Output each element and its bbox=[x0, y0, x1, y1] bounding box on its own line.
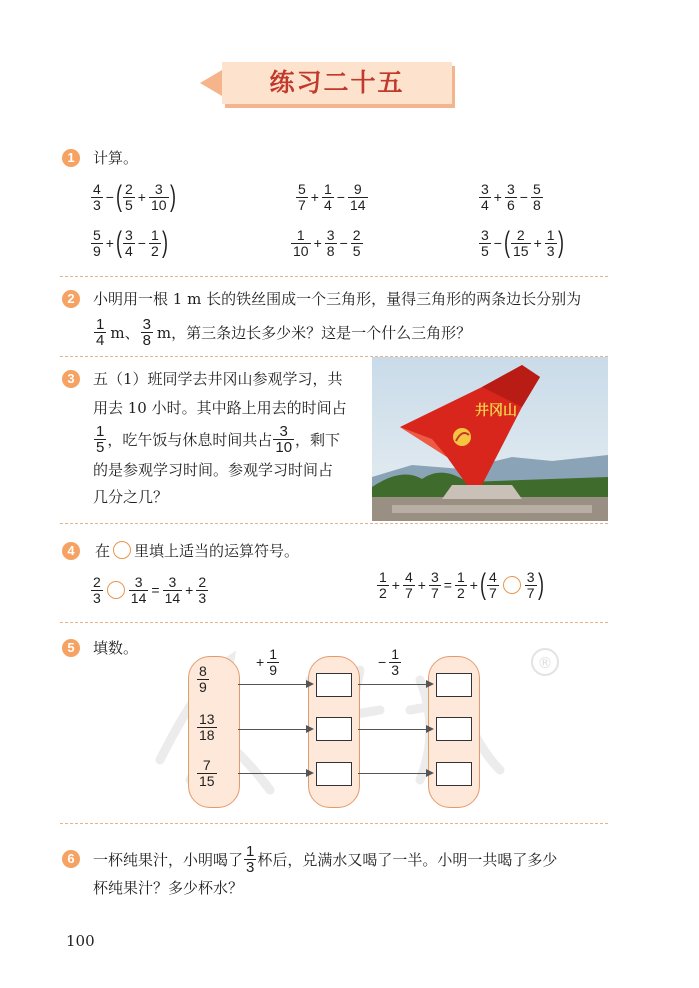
problem-4-instruction: 在 里填上适当的运算符号。 bbox=[95, 541, 300, 560]
operator-minus-one-third: − $\frac{1}{3}$ bbox=[378, 645, 399, 678]
fraction: $\frac{1}{3}$ bbox=[246, 842, 255, 876]
arrow-head-icon bbox=[306, 725, 314, 733]
page-number: 100 bbox=[66, 932, 95, 950]
fraction: $\frac{3}{10}$ bbox=[150, 180, 167, 213]
fraction: $\frac{3}{5}$ bbox=[481, 226, 489, 259]
problem-5-instruction: 填数。 bbox=[93, 639, 139, 657]
fraction: $\frac{3}{8}$ bbox=[142, 315, 151, 349]
expr-1d: $\frac{5}{9}$ + ( $\frac{3}{4}$ − $\frac{1}{2}$ ) bbox=[93, 226, 168, 259]
arrow bbox=[358, 773, 426, 774]
fraction: $\frac{1}{4}$ bbox=[323, 180, 332, 213]
fraction: $\frac{5}{7}$ bbox=[298, 180, 306, 213]
fraction: $\frac{1}{4}$ bbox=[96, 315, 105, 349]
fraction: $\frac{3}{6}$ bbox=[506, 180, 515, 213]
operator-circle-icon bbox=[113, 541, 131, 559]
fraction: $\frac{1}{2}$ bbox=[379, 568, 387, 601]
arrow-head-icon bbox=[426, 769, 434, 777]
problem-3-line1: 五（1）班同学去井冈山参观学习，共 bbox=[93, 370, 343, 388]
expr-1a: $\frac{4}{3}$ − ( $\frac{2}{5}$ + $\frac{3}{10}$ ) bbox=[93, 180, 176, 213]
fraction: $\frac{2}{5}$ bbox=[124, 180, 133, 213]
section-divider bbox=[60, 276, 608, 277]
expr-4a: $\frac{2}{3}$ $\frac{3}{14}$ = $\frac{3}{14}$ + $\frac{2}{3}$ bbox=[93, 573, 207, 606]
problem-1-badge: 1 bbox=[62, 149, 80, 167]
fraction: $\frac{3}{4}$ bbox=[481, 180, 489, 213]
input-value-2 bbox=[196, 710, 218, 744]
fraction: $\frac{9}{14}$ bbox=[349, 180, 366, 213]
fraction: $\frac{1}{5}$ bbox=[96, 422, 105, 456]
fraction: $\frac{3}{8}$ bbox=[326, 226, 335, 259]
problem-5-badge: 5 bbox=[62, 639, 80, 657]
expr-1f: $\frac{3}{5}$ − ( $\frac{2}{15}$ + $\frac{1}{3}$ ) bbox=[481, 226, 564, 259]
arrow-head-icon bbox=[306, 769, 314, 777]
input-value-1 bbox=[196, 662, 210, 696]
fraction: $\frac{13}{18}$ bbox=[199, 710, 215, 743]
fraction: $\frac{2}{3}$ bbox=[93, 573, 101, 606]
fraction: $\frac{8}{9}$ bbox=[199, 662, 207, 695]
section-divider bbox=[60, 622, 608, 623]
arrow bbox=[238, 729, 306, 730]
fraction: $\frac{4}{7}$ bbox=[488, 568, 497, 601]
answer-box[interactable] bbox=[436, 762, 472, 786]
arrow bbox=[238, 684, 306, 685]
monument-inscription: 井冈山 bbox=[475, 403, 517, 419]
fraction: $\frac{3}{14}$ bbox=[164, 573, 181, 606]
fraction: $\frac{1}{10}$ bbox=[293, 226, 309, 259]
fraction: $\frac{4}{7}$ bbox=[404, 568, 413, 601]
arrow bbox=[358, 684, 426, 685]
expr-1b: $\frac{5}{7}$ + $\frac{1}{4}$ − $\frac{9}{14}$ bbox=[298, 180, 366, 213]
arrow-head-icon bbox=[426, 680, 434, 688]
problem-6-badge: 6 bbox=[62, 850, 80, 868]
fraction: $\frac{1}{9}$ bbox=[269, 645, 277, 678]
problem-3-line5: 几分之几？ bbox=[93, 488, 169, 506]
answer-box[interactable] bbox=[316, 673, 352, 697]
expr-4b: $\frac{1}{2}$ + $\frac{4}{7}$ + $\frac{3}{7}$ = $\frac{1}{2}$ + ( $\frac{4}{7}$ $\frac{3}{7}$ ) bbox=[379, 568, 544, 601]
problem-4-badge: 4 bbox=[62, 542, 80, 560]
fraction: $\frac{3}{7}$ bbox=[526, 568, 535, 601]
fraction: $\frac{3}{4}$ bbox=[124, 226, 133, 259]
fraction: $\frac{2}{3}$ bbox=[198, 573, 207, 606]
fraction: $\frac{4}{3}$ bbox=[93, 180, 101, 213]
fraction: $\frac{1}{2}$ bbox=[456, 568, 465, 601]
operator-blank-circle[interactable] bbox=[107, 581, 125, 599]
arrow bbox=[238, 773, 306, 774]
problem-3-line2: 用去 10 小时。其中路上用去的时间占 bbox=[93, 399, 347, 417]
problem-1-instruction: 计算。 bbox=[93, 149, 139, 167]
fraction: $\frac{1}{3}$ bbox=[546, 226, 555, 259]
problem-3-line4: 的是参观学习时间。参观学习时间占 bbox=[93, 461, 334, 479]
fraction: $\frac{3}{10}$ bbox=[275, 422, 293, 456]
arrow-head-icon bbox=[306, 680, 314, 688]
section-divider bbox=[60, 523, 608, 524]
page-title: 练习二十五 bbox=[269, 68, 405, 97]
arrow-head-icon bbox=[426, 725, 434, 733]
problem-3-line3: $\frac{1}{5}$ ，吃午饭与休息时间共占 $\frac{3}{10}$ ，剩下 bbox=[96, 422, 341, 456]
jinggangshan-monument-photo bbox=[372, 357, 608, 521]
expr-1c: $\frac{3}{4}$ + $\frac{3}{6}$ − $\frac{5}{8}$ bbox=[481, 180, 541, 213]
answer-box[interactable] bbox=[316, 717, 352, 741]
fraction: $\frac{3}{14}$ bbox=[130, 573, 147, 606]
operator-plus-one-ninth: + $\frac{1}{9}$ bbox=[256, 645, 277, 678]
answer-box[interactable] bbox=[436, 717, 472, 741]
answer-box[interactable] bbox=[436, 673, 472, 697]
problem-6-line1: 一杯纯果汁，小明喝了 $\frac{1}{3}$ 杯后，兑满水又喝了一半。小明一共喝了多少 bbox=[93, 842, 558, 876]
fraction: $\frac{5}{8}$ bbox=[532, 180, 541, 213]
answer-box[interactable] bbox=[316, 762, 352, 786]
title-arrow-decoration bbox=[200, 70, 222, 96]
section-divider bbox=[60, 823, 608, 824]
input-value-3 bbox=[196, 756, 218, 790]
fraction: $\frac{3}{7}$ bbox=[430, 568, 439, 601]
problem-3-badge: 3 bbox=[62, 370, 80, 388]
fraction: $\frac{7}{15}$ bbox=[199, 756, 215, 789]
registered-mark: ® bbox=[537, 654, 553, 672]
arrow bbox=[358, 729, 426, 730]
expr-1e: $\frac{1}{10}$ + $\frac{3}{8}$ − $\frac{2}{5}$ bbox=[293, 226, 361, 259]
problem-2-badge: 2 bbox=[62, 290, 80, 308]
problem-2-line1: 小明用一根 1 m 长的铁丝围成一个三角形，量得三角形的两条边长分别为 bbox=[93, 290, 582, 308]
fraction: $\frac{1}{2}$ bbox=[150, 226, 159, 259]
problem-6-line2: 杯纯果汁？多少杯水？ bbox=[93, 879, 244, 897]
fraction: $\frac{5}{9}$ bbox=[93, 226, 101, 259]
operator-blank-circle[interactable] bbox=[503, 576, 521, 594]
fraction: $\frac{2}{15}$ bbox=[512, 226, 529, 259]
problem-2-line2: $\frac{1}{4}$ m、 $\frac{3}{8}$ m， 第三条边长多少米？这是一个什么三角形？ bbox=[96, 315, 472, 349]
fraction: $\frac{2}{5}$ bbox=[352, 226, 361, 259]
fraction: $\frac{1}{3}$ bbox=[391, 645, 399, 678]
